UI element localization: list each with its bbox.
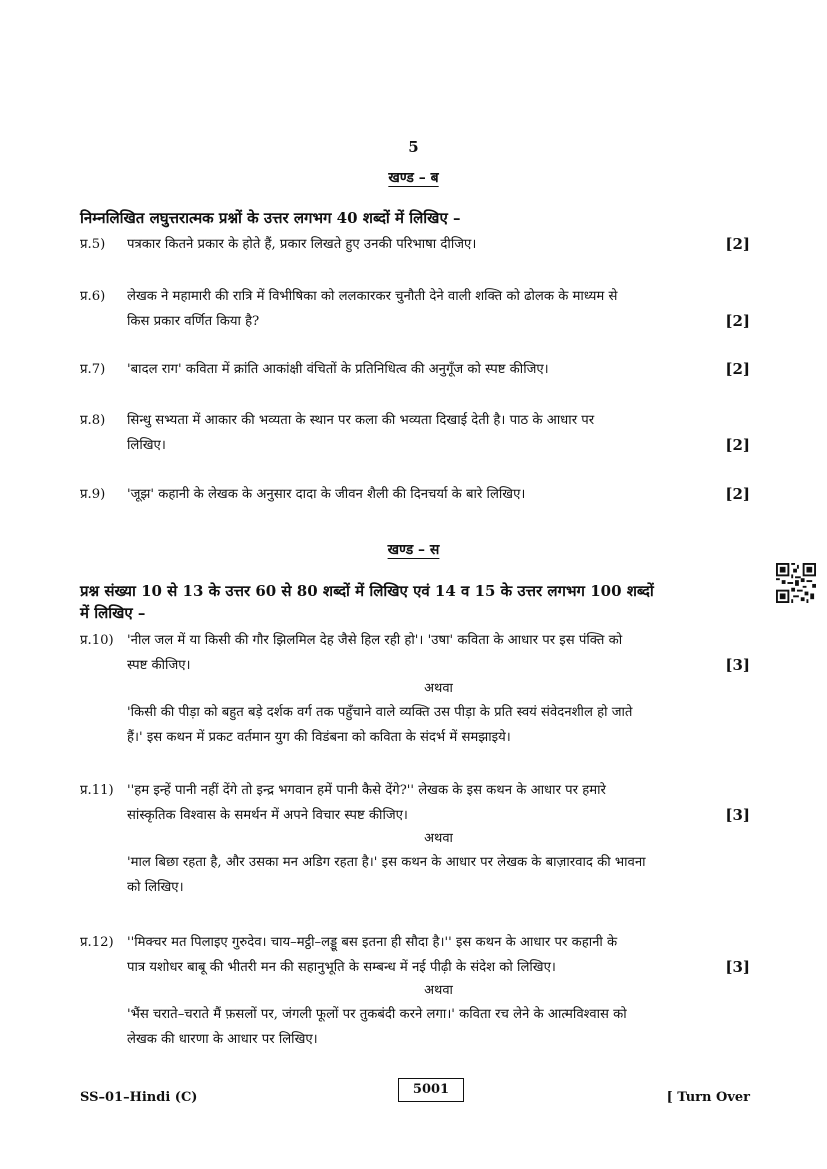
marks: [2] xyxy=(725,235,750,253)
alternative-text: लेखक की धारणा के आधार पर लिखिए। xyxy=(127,1032,318,1047)
qr-code xyxy=(776,563,816,603)
or-label: अथवा xyxy=(424,681,453,696)
paper-code: SS–01–Hindi (C) xyxy=(80,1090,198,1105)
question-text: सिन्धु सभ्यता में आकार की भव्यता के स्थान पर कला की भव्यता दिखाई देती है। पाठ के आधार पर xyxy=(127,413,595,428)
question-12 xyxy=(80,930,750,1052)
or-label: अथवा xyxy=(424,831,453,846)
section-b-title: खण्ड – ब xyxy=(388,170,439,186)
alternative-text: 'किसी की पीड़ा को बहुत बड़े दर्शक वर्ग तक पहुँचाने वाले व्यक्ति उस पीड़ा के प्रति स्वयं संवेदनशील हो जाते xyxy=(127,705,633,720)
question-text: स्पष्ट कीजिए। xyxy=(127,658,191,673)
question-text: किस प्रकार वर्णित किया है? xyxy=(127,314,260,329)
alternative-text: को लिखिए। xyxy=(127,880,184,895)
marks: [3] xyxy=(725,958,750,976)
question-number: प्र.10) xyxy=(80,633,114,648)
section-c-title: खण्ड – स xyxy=(387,542,440,558)
question-text: ''हम इन्हें पानी नहीं देंगे तो इन्द्र भगवान हमें पानी कैसे देंगे?'' लेखक के इस कथन के आधार पर हमारे xyxy=(127,783,606,798)
marks: [2] xyxy=(725,436,750,454)
marks: [3] xyxy=(725,806,750,824)
question-number: प्र.6) xyxy=(80,289,106,304)
question-text: 'बादल राग' कविता में क्रांति आकांक्षी वंचितों के प्रतिनिधित्व की अनुगूँज को स्पष्ट कीजिए। xyxy=(127,362,549,377)
question-text: 'नील जल में या किसी की गौर झिलमिल देह जैसे हिल रही हो'। 'उषा' कविता के आधार पर इस पंक्ति को xyxy=(127,633,623,648)
question-number: प्र.7) xyxy=(80,362,106,377)
question-text: पात्र यशोधर बाबू की भीतरी मन की सहानुभूति के सम्बन्ध में नई पीढ़ी के संदेश को लिखिए। xyxy=(127,960,556,975)
marks: [3] xyxy=(725,656,750,674)
question-6 xyxy=(80,284,750,334)
alternative-text: 'माल बिछा रहता है, और उसका मन अडिग रहता है।' इस कथन के आधार पर लेखक के बाज़ारवाद की भावना xyxy=(127,855,646,870)
question-7 xyxy=(80,357,750,382)
question-9 xyxy=(80,482,750,507)
section-c-instruction: प्रश्न संख्या 10 से 13 के उत्तर 60 से 80 शब्दों में लिखिए एवं 14 व 15 के उत्तर लगभग 100 शब्दों में लिखिए – xyxy=(80,582,654,622)
marks: [2] xyxy=(725,312,750,330)
question-number: प्र.5) xyxy=(80,237,106,252)
question-text: सांस्कृतिक विश्वास के समर्थन में अपने विचार स्पष्ट कीजिए। xyxy=(127,808,408,823)
marks: [2] xyxy=(725,485,750,503)
turn-over-label: [ Turn Over xyxy=(666,1090,750,1105)
question-number: प्र.8) xyxy=(80,413,106,428)
question-text: लेखक ने महामारी की रात्रि में विभीषिका को ललकारकर चुनौती देने वाली शक्ति को ढोलक के माध्यम से xyxy=(127,289,618,304)
section-b-instruction: निम्नलिखित लघुत्तरात्मक प्रश्नों के उत्तर लगभग 40 शब्दों में लिखिए – xyxy=(80,209,461,227)
question-text: लिखिए। xyxy=(127,438,166,453)
question-11 xyxy=(80,778,750,900)
page-number: 5 xyxy=(408,138,419,156)
question-text: ''मिक्चर मत पिलाइए गुरुदेव। चाय–मट्ठी–लड्डू बस इतना ही सौदा है।'' इस कथन के आधार पर कहानी के xyxy=(127,935,618,950)
marks: [2] xyxy=(725,360,750,378)
paper-number-box: 5001 xyxy=(398,1078,464,1102)
question-5 xyxy=(80,232,750,257)
question-number: प्र.12) xyxy=(80,935,114,950)
alternative-text: 'भैंस चराते–चराते मैं फ़सलों पर, जंगली फूलों पर तुकबंदी करने लगा।' कविता रच लेने के आत्मविश्वास को xyxy=(127,1007,627,1022)
alternative-text: हैं।' इस कथन में प्रकट वर्तमान युग की विडंबना को कविता के संदर्भ में समझाइये। xyxy=(127,730,511,745)
question-10 xyxy=(80,628,750,750)
question-number: प्र.11) xyxy=(80,783,114,798)
question-text: पत्रकार कितने प्रकार के होते हैं, प्रकार लिखते हुए उनकी परिभाषा दीजिए। xyxy=(127,237,477,252)
question-8 xyxy=(80,408,750,458)
or-label: अथवा xyxy=(424,983,453,998)
question-number: प्र.9) xyxy=(80,487,106,502)
question-text: 'जूझ' कहानी के लेखक के अनुसार दादा के जीवन शैली की दिनचर्या के बारे लिखिए। xyxy=(127,487,526,502)
